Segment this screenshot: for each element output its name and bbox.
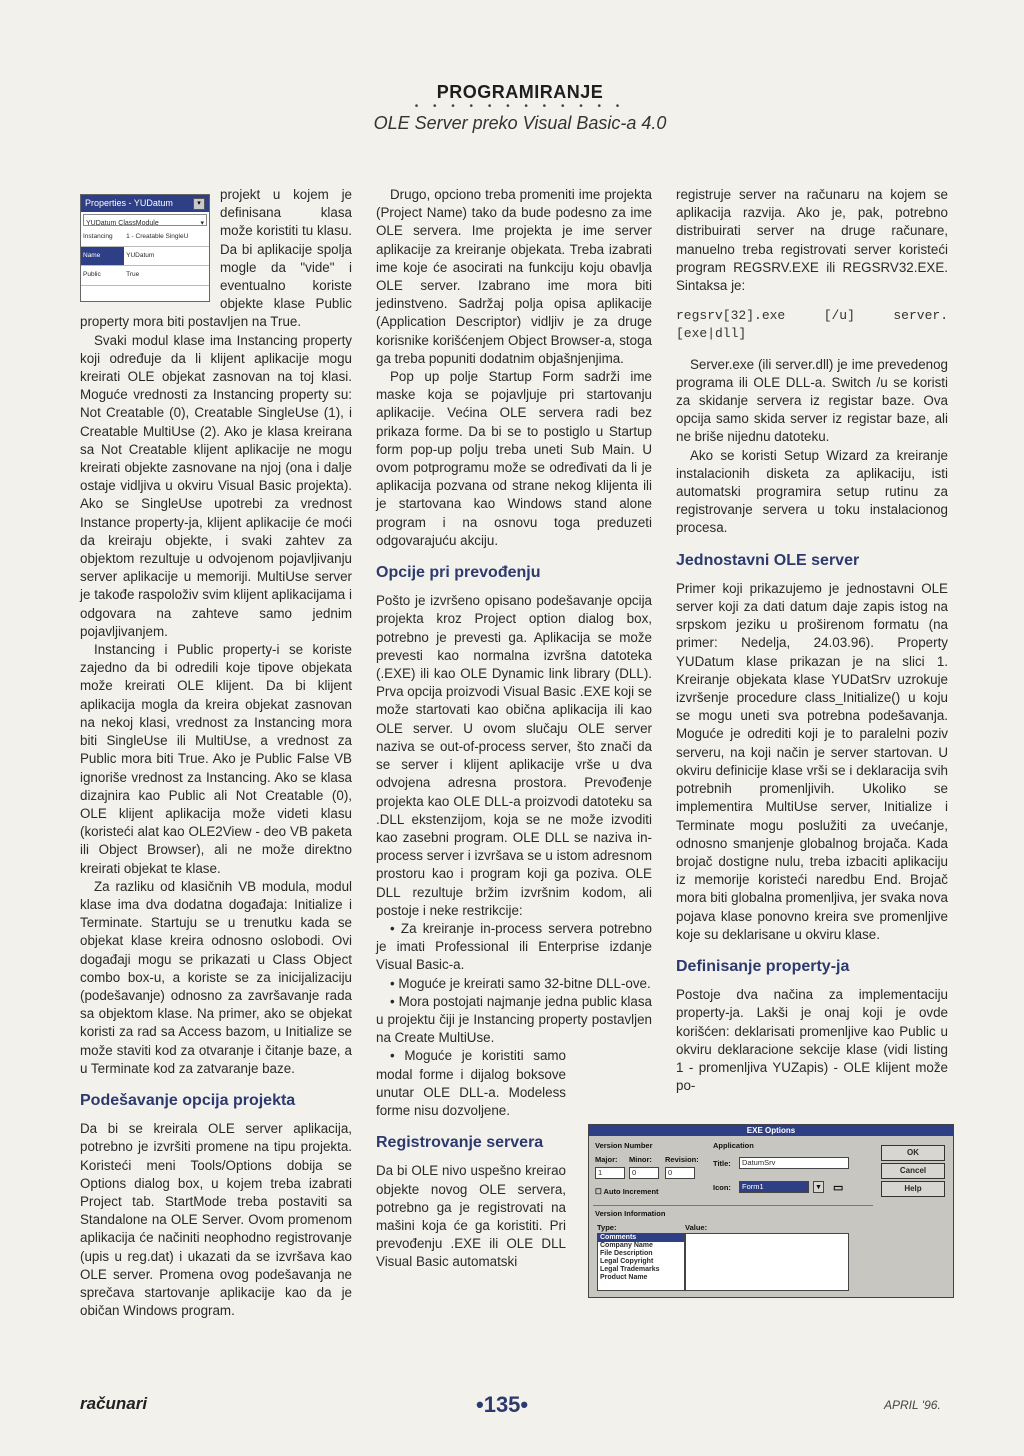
list-item: • Za kreiranje in-process servera potrebno je imati Professional ili Enterprise izdanje Visual Basic-a. [376,920,652,973]
paragraph: Da bi se kreirala OLE server aplikacija, potrebno je izvršiti promene na tipu projekta. Koristeći meni Tools/Options dobija se Options dialog box, u kojem treba izabrati Project tab. StartMode treba postaviti sa Standalone na OLE Server. Ovom promenom aplikacija će načiniti neophodno registrovanje (upis u reg.dat) i ukazati da se izvršava kao OLE server. Promena ovog podešavanja ne sprečava startovanje aplikacije kao da je običan Windows program. [80,1121,352,1319]
auto-increment-label: Auto Increment [603,1187,659,1196]
value-textarea[interactable] [685,1233,849,1291]
form-icon: ▭ [833,1182,844,1194]
properties-window [80,194,210,302]
icon-select[interactable]: Form1 [739,1181,809,1193]
heading-opcije: Opcije pri prevođenju [376,564,541,582]
column-1 [80,186,352,1320]
column-2 [376,186,652,1272]
list-item[interactable]: Comments [598,1234,684,1242]
list-item[interactable]: Legal Copyright [600,1258,654,1265]
list-item[interactable]: Legal Trademarks [600,1266,660,1273]
property-value: True [124,266,209,285]
paragraph: Pošto je izvršeno opisano podešavanje opcija projekta kroz Project option dialog box, potrebno je prevesti ga. Aplikacija se može prevesti kao normalna izvršna datoteka (.EXE) ili kao OLE Dynamic link library (DLL). Prva opcija proizvodi Visual Basic .EXE koji se može startovati kao obična aplikacija ili kao OLE server. U ovom slučaju OLE server naziva se out-of-process server, što znači da se server i klijent aplikacije vrše u dva odvojena adresna prostora. Prevođenje projekta kao OLE DLL-a proizvodi datoteku sa .DLL ekstenzijom, koja se ne može izvoditi kao zasebni program. OLE DLL se naziva in-process server i izvršava se u istom adresnom prostoru kao i program koji ga poziva. OLE DLL rezultuje bržim izvršnim kodom, ali postoje i neke restrikcije: [376,593,652,918]
magazine-logo: računari [80,1394,148,1413]
list-item: • Mora postojati najmanje jedna public klasa u projektu čiji je Instancing property postavljen na Create MultiUse. [376,993,652,1046]
column-3 [676,186,948,1095]
table-row[interactable] [81,247,209,266]
minor-field[interactable]: 0 [629,1167,659,1179]
property-value: 1 - Creatable SingleU [124,228,209,247]
auto-increment-checkbox[interactable]: ☐ Auto Increment [595,1187,659,1196]
list-item: • Moguće je kreirati samo 32-bitne DLL-ove. [390,975,651,991]
ok-button[interactable]: OK [881,1145,945,1161]
heading-jednostavni: Jednostavni OLE server [676,551,860,569]
property-value: YUDatum [124,247,209,266]
minor-label: Minor: [629,1155,652,1164]
paragraph: Pop up polje Startup Form sadrži ime maske koja se pojavljuje pri startovanju aplikacije. Većina OLE servera radi bez prikaza forme. Da bi se to postiglo u Startup form pop-up polju treba uneti Sub Main. U ovom potprogramu može se određivati da li je aplikacija pozvana od strane nekog klijenta ili je startovana kao Windows stand alone program i na osnovu toga preduzeti odgovarajuću akciju. [376,369,652,548]
dropdown-arrow-icon: ▾ [200,220,204,227]
paragraph: Za razliku od klasičnih VB modula, modul klase ima dva dodatna događaja: Initialize i Terminate. Startuju se u trenutku kada se objekat klase kreira odnosno oslobodi. Ovi događaji mogu se prikazati u Class Object combo box-u, a koriste se za inicijalizaciju (podešavanje) odnosno za završavanje rada sa objektom klase. Na primer, ako se objekat koristi za rad sa Access bazom, u Initialize se može staviti kod za otvaranje i čitanje baze, a u Terminate kod za zatvaranje baze. [80,878,352,1076]
paragraph: Postoje dva načina za implementaciju property-ja. Lakši je onaj koji je ovde korišćen: deklarisati promenljive kao Public u okviru deklaracione sekcije klase (vidi listing 1 - promenljiva YUZapis) - OLE klijent može po- [676,987,948,1094]
title-field[interactable]: DatumSrv [739,1157,849,1169]
properties-titlebar [81,195,209,212]
section-label: PROGRAMIRANJE [436,82,604,102]
divider [593,1205,873,1206]
issue-date: APRIL '96. [884,1398,941,1412]
page-number: •135• [476,1392,529,1417]
heading-podesavanje: Podešavanje opcija projekta [80,1091,296,1109]
list-item[interactable]: Company Name [600,1242,653,1249]
object-selector-value: YUDatum ClassModule [86,220,159,227]
cancel-button[interactable]: Cancel [881,1163,945,1179]
revision-label: Revision: [665,1155,699,1164]
paragraph: Svaki modul klase ima Instancing property koji određuje da li klijent aplikacije mogu kreirati OLE objekat zasnovan na toj klasi. Moguće vrednosti za Instancing property su: Not Creatable (0), Creatable SingleUse (1), i Creatable MultiUse (2). Ako je klasa kreirana sa Not Creatable klijent aplikacije ne mogu kreirati objekte zasnovane na njoj (ona i dalje ostaje vidljiva u okviru Visual Basic projekta). Ako se SingleUse upotrebi za vrednost Instance property-ja, klijent aplikacije će moći da kreiraju objekte, i svaki zahtev za objektom rezultuje u odvojenom pojavljivanju server aplikacije u memoriji. MultiUse server je takođe raspoloživ svim klijent aplikacijama i odgovara na zahteve samo jednim pojavljivanjem. [80,332,352,639]
table-row[interactable] [81,228,209,247]
object-selector[interactable] [83,214,207,226]
version-number-label: Version Number [595,1141,653,1150]
type-label: Type: [597,1223,617,1232]
chevron-down-icon[interactable]: ▾ [193,198,205,210]
type-list[interactable] [597,1233,685,1291]
value-label: Value: [685,1223,708,1232]
table-row[interactable] [81,266,209,285]
revision-field[interactable]: 0 [665,1167,695,1179]
article-subtitle: OLE Server preko Visual Basic-a 4.0 [373,113,667,133]
dialog-title: EXE Options [589,1125,953,1136]
paragraph: Drugo, opciono treba promeniti ime projekta (Project Name) tako da bude podesno za ime OLE servera. Ime projekta je ime server aplikacije za kreiranje objekata. Treba izabrati ime koje će asocirati na funkciju koju obavlja OLE server. Izabrano ime mora biti jedinstveno. Sadržaj polja opisa aplikacije (Application Descriptor) vidljiv je za druge korisnike korišćenjem Object Browser-a, stoga ga treba popuniti dodatnim objašnjenjima. [376,187,652,366]
help-button[interactable]: Help [881,1181,945,1197]
paragraph: projekt u kojem je definisana klasa može koristiti tu klasu. Da bi aplikacije spolja mogle da "vide" i eventualno koriste objekte klase Public property mora biti postavljen na True. [80,187,352,330]
property-name: Public [81,266,124,285]
property-name: Instancing [81,228,124,247]
heading-definisanje: Definisanje property-ja [676,957,850,975]
paragraph: Da bi OLE nivo uspešno kreirao objekte novog OLE servera, potrebno ga je registrovati na mašini koja će ga koristiti. Pri prevođenju .EXE ili OLE DLL Visual Basic automatski [376,1163,566,1270]
heading-registrovanje: Registrovanje servera [376,1134,544,1152]
title-label: Title: [713,1159,731,1168]
icon-label: Icon: [713,1183,731,1192]
property-table [81,228,209,286]
paragraph: registruje server na računaru na kojem se aplikacija razvija. Ako je, pak, potrebno distribuirati server na druge računare, manuelno treba registrovati server koristeći program REGSRV.EXE ili REGSRV32.EXE. Sintaksa je: [676,187,948,294]
list-item[interactable]: Product Name [600,1274,648,1281]
application-label: Application [713,1141,754,1150]
page-header [360,82,680,134]
list-item[interactable]: File Description [600,1250,653,1257]
major-label: Major: [595,1155,618,1164]
dropdown-arrow-icon[interactable]: ▾ [813,1181,824,1193]
paragraph: Ako se koristi Setup Wizard za kreiranje instalacionih disketa za aplikaciju, isti automatski programira setup rutinu za registrovanje servera u toku instalacionog procesa. [676,447,948,536]
paragraph: Server.exe (ili server.dll) je ime prevedenog programa ili OLE DLL-a. Switch /u se koristi za skidanje servera iz registar baze. Ova opcija samo skida server iz registar baze, ali ne briše nijednu datoteku. [676,356,948,445]
exe-options-dialog [588,1124,954,1298]
paragraph: Primer koji prikazujemo je jednostavni OLE server koji za dati datum daje zapis istog na srpskom jeziku u proširenom formatu (na primer: Nedelja, 24.03.96). Property YUDatum klase prikazan je na slici 1. Kreiranje objekata klase YUDatSrv uzrokuje izvršenje procedure class_Initialize() u koju se mogu uneti sva potrebna podešavanja. Moguće je odrediti koji je to paralelni poziv serveru, na koji način je server startovan. U okviru definicije klase vrši se i deklaracija svih potrebnih promenljivih. Ukoliko se implementira MultiUse server, Initialize i Terminate mogu poslužiti za uvećanje, odnosno smanjenje globalnog brojača. Kada brojač dostigne nulu, treba izbaciti aplikaciju iz memorije koristeći naredbu End. Brojač mora biti globalna promenljiva, jer svaka nova pojava klase ponovno kreira sve promenljive koje su deklarisane u okviru klase. [676,580,948,942]
major-field[interactable]: 1 [595,1167,625,1179]
version-info-label: Version Information [595,1209,666,1218]
property-name: Name [81,247,124,266]
header-dots: • • • • • • • • • • • • [414,101,626,112]
code-snippet: regsrv[32].exe [/u] server.[exe|dll] [676,308,948,342]
paragraph: Instancing i Public property-i se koriste zajedno da bi odredili koje tipove objekata može kreirati OLE klijent. Da bi klijent aplikacija mogla da kreira objekat zasnovan na nekoj klasi, vrednost za Instancing mora biti SingleUse ili MultiUse, a vrednost za Public mora biti True. Ako je Public False VB ignoriše vrednost za Instancing. Ako se klasa dizajnira kao Public ali Not Creatable (0), OLE klijent aplikacija može videti klasu (koristeći alat kao OLE2View - deo VB paketa ili Object Browser), ali ne može direktno kreirati objekat te klase. [80,642,352,876]
list-item: • Moguće je koristiti samo modal forme i dijalog boksove unutar OLE DLL-a. Modeless forme nisu dozvoljene. [376,1048,566,1118]
properties-title: Properties - YUDatum [85,198,173,209]
